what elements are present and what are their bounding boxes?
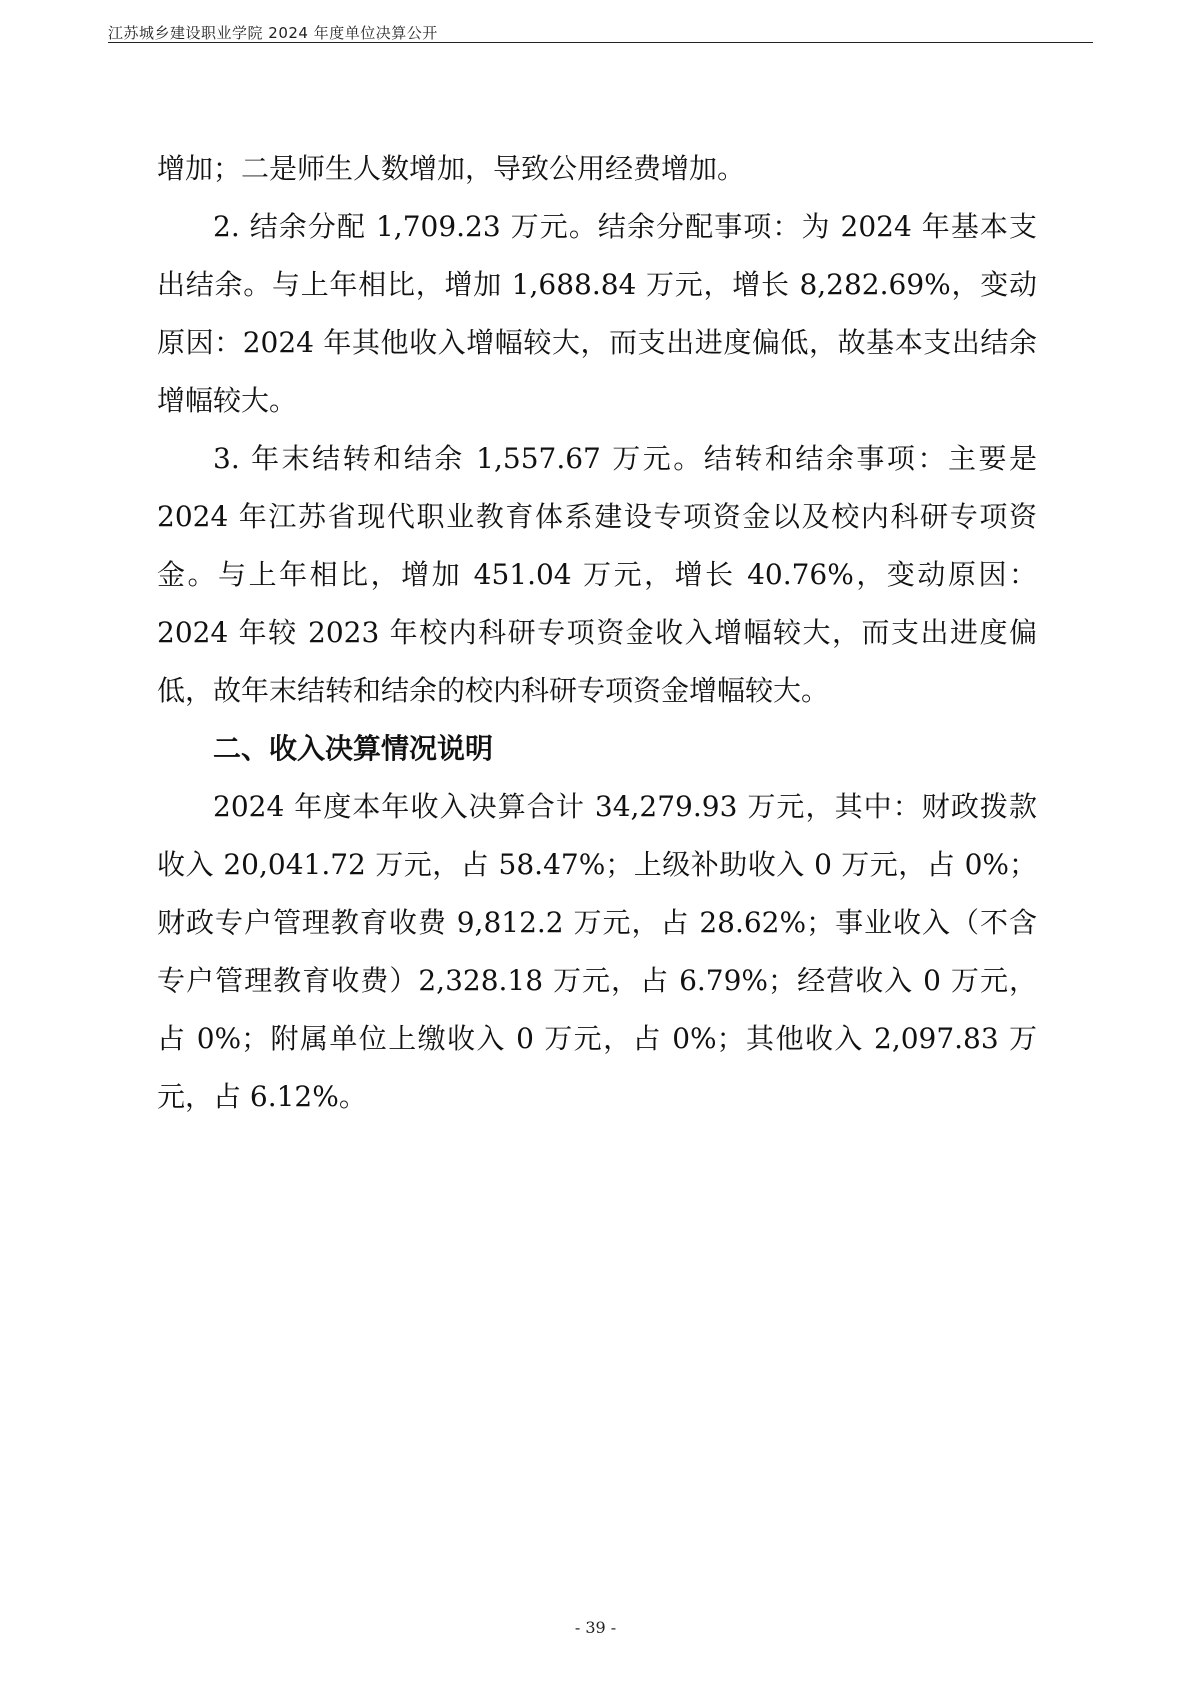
paragraph-income-summary: 2024 年度本年收入决算合计 34,279.93 万元，其中：财政拨款收入 20,041.72 万元，占 58.47%；上级补助收入 0 万元，占 0%；财政专户管理教育收费 9,812.2 万元，占 28.62%；事业收入（不含专户管理教育收费）2,328.18 万元，占 6.79%；经营收入 0 万元，占 0%；附属单位上缴收入 0 万元，占 0%；其他收入 2,097.83 万元，占 6.12%。 bbox=[157, 790, 1037, 1113]
paragraph-continuation: 增加；二是师生人数增加，导致公用经费增加。 bbox=[157, 152, 746, 185]
document-header-title: 江苏城乡建设职业学院 2024 年度单位决算公开 bbox=[108, 24, 438, 42]
section-heading-income: 二、收入决算情况说明 bbox=[213, 732, 494, 765]
document-body bbox=[157, 140, 1037, 1126]
paragraph-year-end-carryover: 3. 年末结转和结余 1,557.67 万元。结转和结余事项：主要是 2024 年江苏省现代职业教育体系建设专项资金以及校内科研专项资金。与上年相比，增加 451.04 万元，增长 40.76%，变动原因：2024 年较 2023 年校内科研专项资金收入增幅较大，而支出进度偏低，故年末结转和结余的校内科研专项资金增幅较大。 bbox=[157, 442, 1037, 707]
paragraph-surplus-distribution: 2. 结余分配 1,709.23 万元。结余分配事项：为 2024 年基本支出结余。与上年相比，增加 1,688.84 万元，增长 8,282.69%，变动原因：2024 年其他收入增幅较大，而支出进度偏低，故基本支出结余增幅较大。 bbox=[157, 210, 1037, 417]
page-number: - 39 - bbox=[574, 1618, 617, 1637]
header-divider bbox=[108, 42, 1093, 43]
